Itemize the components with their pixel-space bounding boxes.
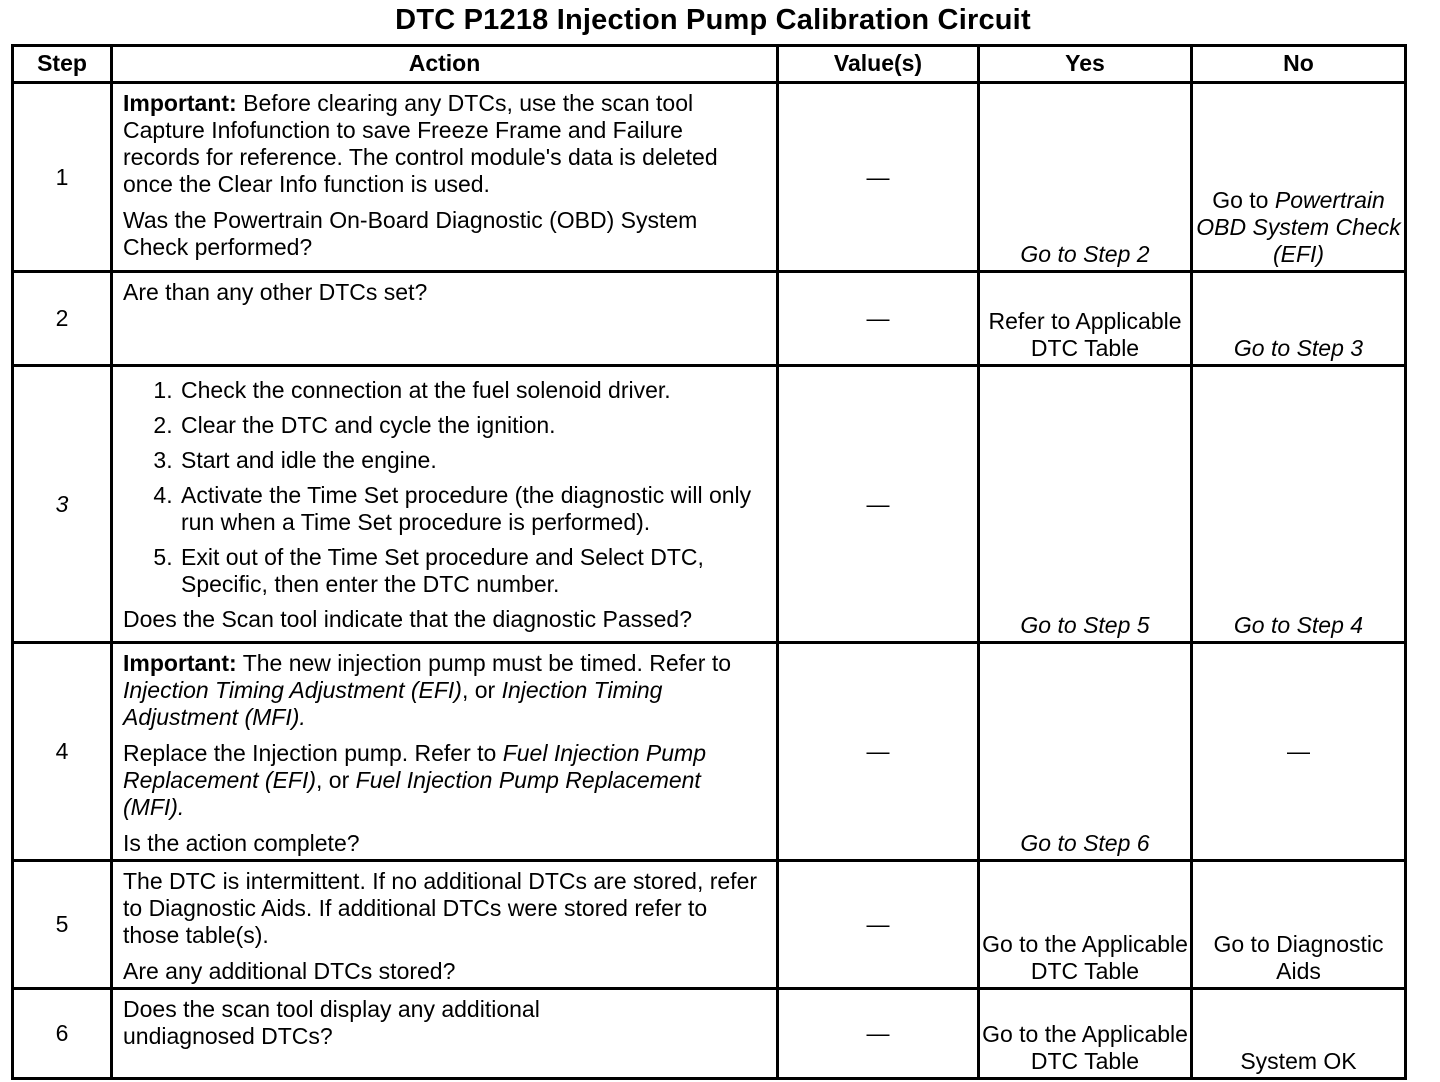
table-row xyxy=(13,989,1406,1079)
no-cell[interactable]: System OK xyxy=(1192,989,1406,1079)
list-item: 5. Exit out of the Time Set procedure and Select DTC, Specific, then enter the DTC number. xyxy=(179,544,766,598)
action-question: Is the action complete? xyxy=(123,830,360,856)
value-cell: — xyxy=(778,643,979,861)
table-row xyxy=(13,366,1406,643)
no-cell: — xyxy=(1192,643,1406,861)
no-cell[interactable] xyxy=(1192,83,1406,272)
table-row xyxy=(13,83,1406,272)
no-cell[interactable]: Go to Step 3 xyxy=(1192,272,1406,366)
reference-link[interactable]: Fuel Injection Pump Replacement (MFI). xyxy=(123,767,701,820)
step-number: 6 xyxy=(13,989,112,1079)
action-question: Does the Scan tool indicate that the diagnostic Passed? xyxy=(123,606,692,632)
action-question: Was the Powertrain On-Board Diagnostic (OBD) System Check performed? xyxy=(123,207,698,260)
action-cell xyxy=(112,643,778,861)
header-action: Action xyxy=(112,46,778,83)
no-link[interactable]: Powertrain OBD System Check (EFI) xyxy=(1196,187,1401,267)
value-cell: — xyxy=(778,366,979,643)
important-label: Important: xyxy=(123,90,237,116)
yes-cell[interactable]: Go to Step 2 xyxy=(979,83,1192,272)
header-values: Value(s) xyxy=(778,46,979,83)
action-cell xyxy=(112,989,778,1079)
step-number: 1 xyxy=(13,83,112,272)
no-prefix: Go to xyxy=(1212,187,1275,213)
procedure-list xyxy=(123,377,766,598)
action-cell xyxy=(112,272,778,366)
reference-link[interactable]: Fuel Injection Pump Replacement (EFI) xyxy=(123,740,706,793)
action-cell xyxy=(112,83,778,272)
connector-text: , or xyxy=(461,677,502,703)
yes-cell[interactable]: Go to Step 5 xyxy=(979,366,1192,643)
diagnostic-table xyxy=(11,44,1407,1080)
important-note xyxy=(123,90,766,198)
important-note xyxy=(123,650,766,731)
action-cell xyxy=(112,861,778,989)
table-row xyxy=(13,643,1406,861)
table-row xyxy=(13,272,1406,366)
action-question: Does the scan tool display any additional undiagnosed DTCs? xyxy=(123,996,540,1049)
yes-cell[interactable]: Go to the Applicable DTC Table xyxy=(979,861,1192,989)
header-yes: Yes xyxy=(979,46,1192,83)
replace-instruction xyxy=(123,740,766,821)
important-text: The new injection pump must be timed. Refer to xyxy=(236,650,732,676)
value-cell: — xyxy=(778,83,979,272)
no-cell[interactable]: Go to Step 4 xyxy=(1192,366,1406,643)
yes-cell[interactable]: Refer to Applicable DTC Table xyxy=(979,272,1192,366)
replace-text: Replace the Injection pump. Refer to xyxy=(123,740,503,766)
list-item: 3. Start and idle the engine. xyxy=(179,447,766,474)
list-item: 1. Check the connection at the fuel solenoid driver. xyxy=(179,377,766,404)
value-cell: — xyxy=(778,989,979,1079)
connector-text: , or xyxy=(316,767,356,793)
header-no: No xyxy=(1192,46,1406,83)
table-header-row xyxy=(13,46,1406,83)
value-cell: — xyxy=(778,272,979,366)
action-question: Are any additional DTCs stored? xyxy=(123,958,456,984)
reference-link[interactable]: Injection Timing Adjustment (MFI). xyxy=(123,677,663,730)
list-item: 4. Activate the Time Set procedure (the diagnostic will only run when a Time Set procedure is performed). xyxy=(179,482,766,536)
reference-link[interactable]: Injection Timing Adjustment (EFI) xyxy=(123,677,462,703)
step-number: 5 xyxy=(13,861,112,989)
list-item: 2. Clear the DTC and cycle the ignition. xyxy=(179,412,766,439)
important-text: Before clearing any DTCs, use the scan tool Capture Infofunction to save Freeze Frame and Failure records for reference. The control module's data is deleted once the Clear Info function is used. xyxy=(123,90,718,197)
page-title: DTC P1218 Injection Pump Calibration Circuit xyxy=(395,4,1031,36)
important-label: Important: xyxy=(123,650,237,676)
action-text: The DTC is intermittent. If no additional DTCs are stored, refer to Diagnostic Aids. If additional DTCs were stored refer to those table(s). xyxy=(123,868,758,948)
value-cell: — xyxy=(778,861,979,989)
step-number: 4 xyxy=(13,643,112,861)
no-cell[interactable]: Go to Diagnostic Aids xyxy=(1192,861,1406,989)
yes-cell[interactable]: Go to the Applicable DTC Table xyxy=(979,989,1192,1079)
step-number: 3 xyxy=(13,366,112,643)
yes-cell[interactable]: Go to Step 6 xyxy=(979,643,1192,861)
action-question: Are than any other DTCs set? xyxy=(123,279,428,305)
action-cell xyxy=(112,366,778,643)
table-row xyxy=(13,861,1406,989)
step-number: 2 xyxy=(13,272,112,366)
header-step: Step xyxy=(13,46,112,83)
